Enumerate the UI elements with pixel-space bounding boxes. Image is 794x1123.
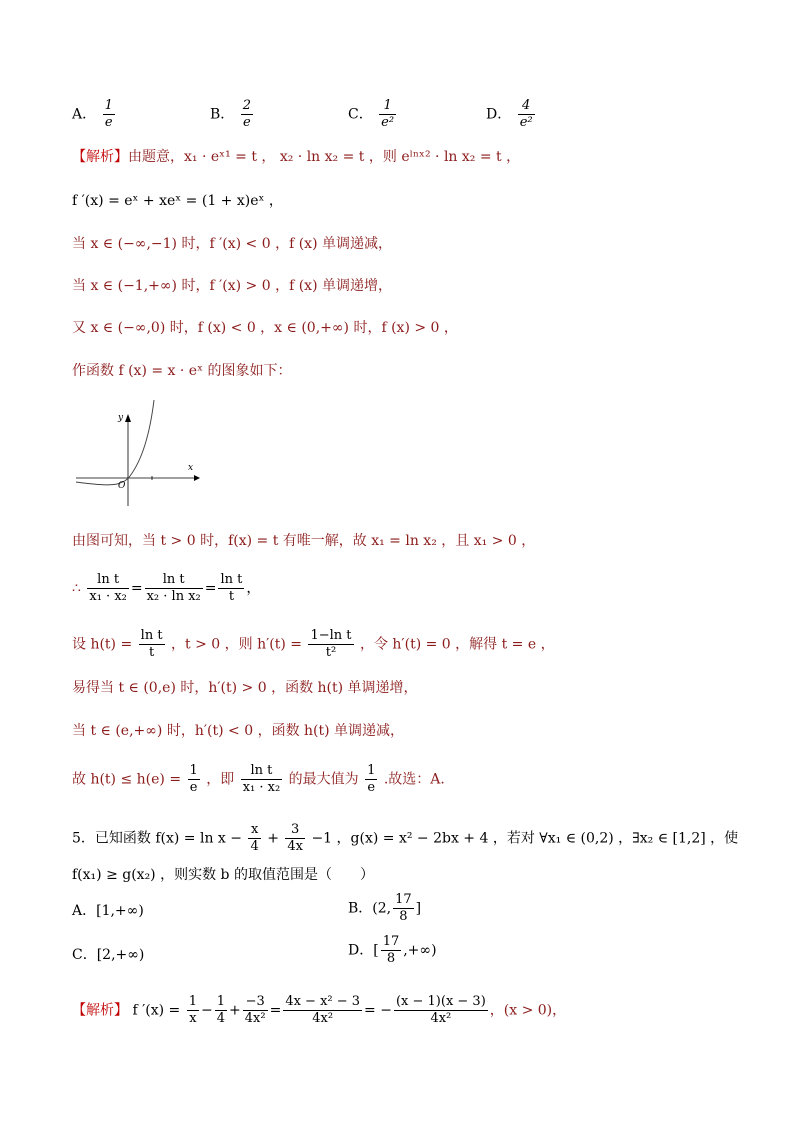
q5-option-d-num: 17	[382, 934, 400, 949]
q5-option-b-num: 17	[395, 892, 412, 907]
solution-line-4: 当 x ∈ (−1,+∞) 时，f ′(x) > 0 ，f (x) 单调递增，	[72, 278, 392, 294]
q5-option-a: A．[1,+∞)	[72, 903, 144, 919]
fraction-ratio-den: x₁ · x₂	[242, 780, 281, 795]
solution-line-5: 又 x ∈ (−∞,0) 时，f (x) < 0 ，x ∈ (0,+∞) 时，f (x) > 0 ，	[72, 320, 458, 336]
q5-option-d-frac	[381, 934, 402, 967]
line-9-a: 设 h(t) =	[72, 636, 133, 653]
fraction-2	[145, 572, 203, 605]
fraction-3-num: ln t	[220, 572, 243, 587]
s5-frac-5	[394, 994, 488, 1027]
q5-frac-1-den: 4	[250, 839, 259, 854]
fraction-max-num: 1	[189, 763, 198, 778]
fraction-ratio-num: ln t	[241, 763, 282, 780]
analysis-tag-5: 【解析】	[72, 1002, 128, 1019]
fraction-2-den: x₂ · ln x₂	[146, 589, 201, 604]
s5-frac-2-den: 4	[216, 1011, 226, 1026]
q5-option-b-b: ]	[415, 900, 422, 917]
solution-line-7: 由图可知，当 t > 0 时，f(x) = t 有唯一解，故 x₁ = ln x₂ ，且 x₁ > 0 ，	[72, 533, 536, 549]
q5-c: −1 ，g(x) = x² − 2bx + 4 ，若对 ∀x₁ ∈ (0,2) ，∃x₂ ∈ [1,2] ，使	[311, 830, 739, 847]
fraction-1-num: ln t	[87, 572, 128, 589]
q5-option-b-frac	[393, 892, 414, 925]
s5-frac-3	[243, 994, 268, 1027]
s5-f: ，(x > 0)，	[489, 1002, 567, 1019]
line-9-c: ，令 h′(t) = 0 ，解得 t = e ，	[359, 636, 555, 653]
s5-frac-2	[215, 994, 227, 1027]
solution-line-2: f ′(x) = eˣ + xeˣ = (1 + x)eˣ ，	[72, 193, 283, 209]
solution-line-11: 当 t ∈ (e,+∞) 时，h′(t) < 0 ，函数 h(t) 单调递减，	[72, 723, 405, 739]
q5-b: +	[267, 830, 279, 847]
curve	[76, 400, 154, 485]
option-b-den: e	[243, 115, 251, 130]
line-9-b: ，t > 0 ，则 h′(t) =	[171, 636, 302, 653]
fraction-3	[218, 572, 244, 605]
fraction-result-num: 1	[367, 763, 376, 778]
function-graph	[72, 398, 202, 508]
q5-frac-2-num: 3	[285, 822, 305, 839]
s5-frac-3-num: −3	[243, 994, 268, 1011]
q5-option-b	[348, 892, 421, 925]
s5-frac-3-den: 4x²	[244, 1011, 266, 1026]
line-12-b: ，即	[206, 771, 235, 788]
option-d-num: 4	[518, 98, 535, 115]
s5-frac-1	[187, 994, 199, 1027]
s5-frac-1-den: x	[189, 1011, 197, 1026]
fraction-hprime	[308, 628, 353, 661]
option-c	[348, 98, 398, 131]
q5-frac-1	[248, 822, 260, 855]
s5-frac-2-num: 1	[216, 994, 226, 1009]
fraction-max	[188, 763, 200, 796]
origin-label: O	[118, 481, 126, 491]
option-c-num: 1	[379, 98, 396, 115]
x-axis-arrow	[194, 475, 200, 481]
s5-a: f ′(x) =	[132, 1002, 181, 1019]
fraction-result-den: e	[367, 780, 376, 795]
fraction-hprime-num: 1−ln t	[310, 628, 352, 643]
fraction-h-den: t	[148, 645, 155, 660]
option-b-num: 2	[242, 98, 252, 113]
q5-frac-1-num: x	[248, 822, 260, 839]
s5-d: =	[269, 1002, 282, 1019]
y-axis-label: y	[118, 413, 124, 423]
fraction-1-den: x₁ · x₂	[89, 589, 127, 604]
analysis-tag: 【解析】	[72, 149, 128, 165]
s5-frac-4-den: 4x²	[312, 1011, 334, 1026]
q5-option-d-den: 8	[386, 951, 396, 966]
option-d	[486, 98, 537, 131]
s5-e: = −	[364, 1002, 392, 1019]
fraction-ratio	[241, 763, 282, 796]
s5-frac-5-num: (x − 1)(x − 3)	[395, 994, 486, 1009]
option-a-fraction	[103, 98, 115, 131]
fraction-max-den: e	[189, 780, 198, 795]
option-a-num: 1	[104, 98, 113, 113]
s5-frac-1-num: 1	[188, 994, 197, 1009]
q5-frac-2	[285, 822, 305, 855]
fraction-3-den: t	[228, 589, 235, 604]
q5-option-b-a: B．(2,	[348, 900, 392, 917]
q5-a: 5．已知函数 f(x) = ln x −	[72, 830, 243, 847]
q5-option-c: C．[2,+∞)	[72, 947, 145, 963]
q5-option-d-b: ,+∞)	[403, 942, 437, 959]
s5-b: −	[201, 1002, 213, 1019]
option-a	[72, 98, 117, 131]
solution-line-12	[72, 763, 445, 796]
option-d-den: e²	[519, 115, 533, 130]
option-a-label: A．	[72, 106, 97, 123]
solution-text: 由题意，x₁ · eˣ¹ = t ， x₂ · ln x₂ = t ，则 eˡⁿˣ² · ln x₂ = t ，	[128, 149, 521, 165]
solution-line-1	[72, 146, 520, 168]
fraction-h-num: ln t	[140, 628, 163, 643]
x-axis-label: x	[188, 463, 194, 473]
therefore-symbol: ∴	[72, 580, 81, 597]
solution5-line-1	[72, 994, 566, 1027]
fraction-h	[139, 628, 165, 661]
option-b	[210, 98, 255, 131]
q5-option-b-den: 8	[399, 909, 408, 924]
s5-frac-5-den: 4x²	[430, 1011, 452, 1026]
q5-option-d	[348, 934, 437, 967]
option-c-den: e²	[381, 115, 395, 130]
solution-line-10: 易得当 t ∈ (0,e) 时，h′(t) > 0 ，函数 h(t) 单调递增，	[72, 680, 418, 696]
s5-frac-4-num: 4x − x² − 3	[285, 994, 361, 1009]
q5-frac-2-den: 4x	[287, 839, 303, 854]
s5-frac-4	[283, 994, 362, 1027]
solution-line-8: ∴ $\frac{\text{ln t}}{\text{x₁ · x₂}}$ = $\frac{\text{ln t}}{\text{x₂ · ln x₂}}$ = $\frac{\text{ln t}}{t}$ ，	[72, 572, 261, 604]
fraction-hprime-den: t²	[325, 645, 337, 660]
line-12-c: 的最大值为	[288, 771, 359, 788]
y-axis-arrow	[125, 414, 131, 422]
question5-line-1	[72, 822, 738, 855]
solution-line-3: 当 x ∈ (−∞,−1) 时，f ′(x) < 0 ，f (x) 单调递减，	[72, 236, 392, 252]
s5-c: +	[229, 1002, 241, 1019]
q5-option-d-a: D．[	[348, 942, 379, 959]
fraction-2-num: ln t	[145, 572, 203, 589]
fraction-1	[87, 572, 128, 605]
option-c-label: C．	[348, 106, 373, 123]
question5-line-2: f(x₁) ≥ g(x₂) ，则实数 b 的取值范围是（ ）	[72, 867, 374, 883]
option-c-fraction	[379, 98, 396, 131]
option-b-label: B．	[210, 106, 235, 123]
option-a-den: e	[104, 115, 113, 130]
fraction-result	[365, 763, 377, 796]
solution-line-6: 作函数 f (x) = x · eˣ 的图象如下：	[72, 363, 292, 379]
solution-line-9	[72, 628, 555, 661]
option-d-label: D．	[486, 106, 512, 123]
option-b-fraction	[241, 98, 253, 131]
line-12-a: 故 h(t) ≤ h(e) =	[72, 771, 182, 788]
option-d-fraction	[518, 98, 535, 131]
line-12-d: .故选：A.	[383, 771, 445, 788]
